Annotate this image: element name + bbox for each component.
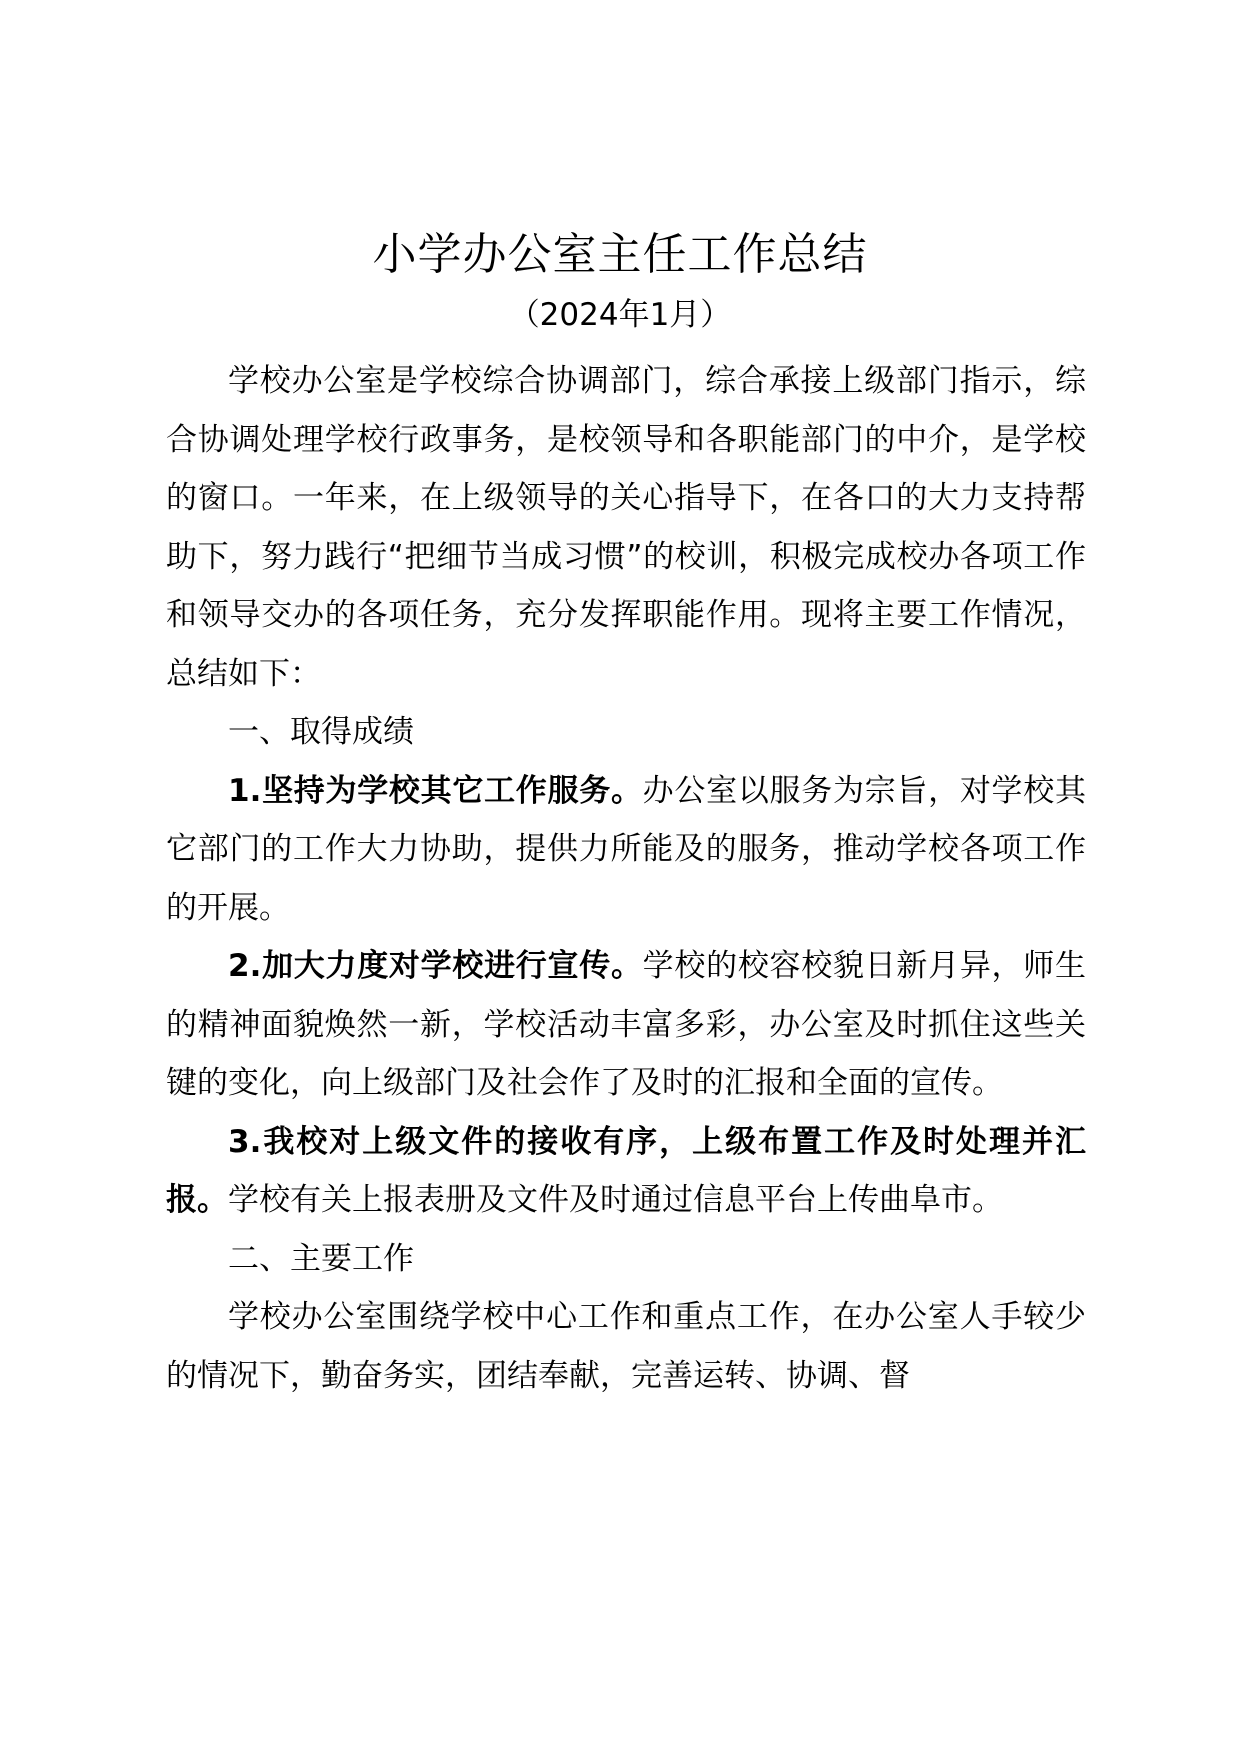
item-3-lead: 3.我校对上级文件的接收有序，上级布置工作及时处理并汇报。: [166, 1123, 1086, 1218]
item-3-paragraph: [166, 1113, 1086, 1230]
item-2-lead: 2.加大力度对学校进行宣传。: [228, 948, 643, 984]
item-1-lead: 1.坚持为学校其它工作服务。: [228, 772, 643, 809]
item-1-text: 办公室以服务为宗旨，对学校其它部门的工作大力协助，提供力所能及的服务，推动学校各项工作的开展。: [166, 772, 1086, 926]
item-2-text: 学校的校容校貌日新月异，师生的精神面貌焕然一新，学校活动丰富多彩，办公室及时抓住这些关键的变化，向上级部门及社会作了及时的汇报和全面的宣传。: [166, 948, 1086, 1101]
document-title: 小学办公室主任工作总结: [372, 229, 868, 280]
intro-paragraph: 学校办公室是学校综合协调部门，综合承接上级部门指示，综合协调处理学校行政事务，是校领导和各职能部门的中介，是学校的窗口。一年来，在上级领导的关心指导下，在各口的大力支持帮助下，努力践行“把细节当成习惯”的校训，积极完成校办各项工作和领导交办的各项任务，充分发挥职能作用。现将主要工作情况，总结如下：: [166, 363, 1086, 692]
section-1-heading: 一、取得成绩: [228, 714, 414, 750]
document-date: （2024年1月）: [508, 297, 732, 333]
item-3-text: 学校有关上报表册及文件及时通过信息平台上传曲阜市。: [228, 1182, 1003, 1218]
section-2-heading: 二、主要工作: [228, 1240, 414, 1277]
item-2-paragraph: [166, 937, 1086, 1113]
section-2-paragraph: 学校办公室围绕学校中心工作和重点工作，在办公室人手较少的情况下，勤奋务实，团结奉献，完善运转、协调、督: [166, 1299, 1086, 1394]
item-1-paragraph: [166, 762, 1086, 938]
document-body: [166, 352, 1086, 1405]
